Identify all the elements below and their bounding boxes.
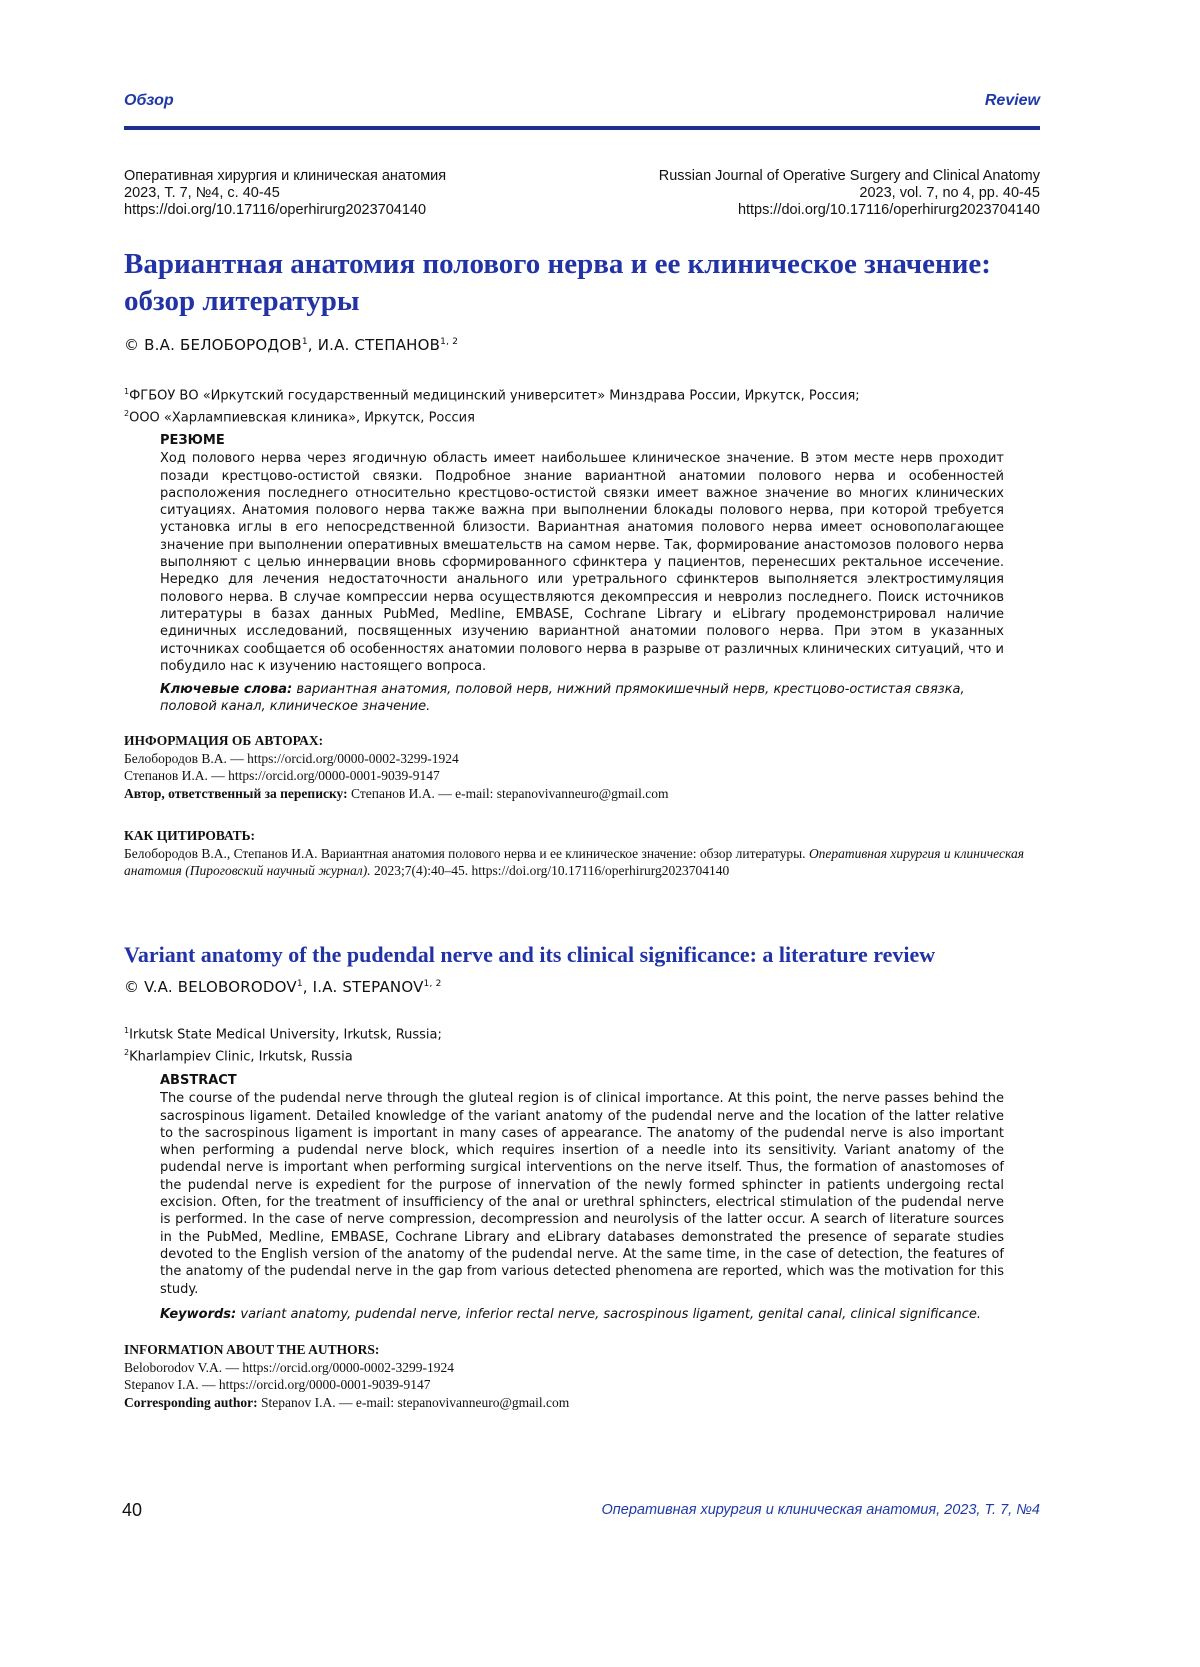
keywords-text-ru: вариантная анатомия, половой нерв, нижний прямокишечный нерв, крестцово-остистая связка, половой канал, клиническое значение. bbox=[160, 682, 965, 715]
footer-journal: Оперативная хирургия и клиническая анатомия, 2023, Т. 7, №4 bbox=[601, 1502, 1040, 1518]
authors-ru bbox=[124, 336, 458, 354]
author2-sup-ru: 1, 2 bbox=[440, 337, 459, 347]
abstract-en bbox=[160, 1072, 1004, 1298]
affil1-sup-en: 1 bbox=[124, 1026, 130, 1035]
author-info-1-en: Beloborodov V.A. — https://orcid.org/0000-0002-3299-1924 bbox=[124, 1359, 454, 1375]
corr-label-ru: Автор, ответственный за переписку: bbox=[124, 785, 348, 801]
author2-en: , I.A. STEPANOV bbox=[302, 978, 424, 996]
keywords-label-ru: Ключевые слова: bbox=[160, 682, 293, 697]
affil1-ru: ФГБОУ ВО «Иркутский государственный медицинский университет» Минздрава России, Иркутск, Россия; bbox=[129, 388, 860, 404]
section-label-en: Review bbox=[984, 92, 1040, 109]
affil1-sup-ru: 1 bbox=[124, 387, 130, 396]
article-title-en: Variant anatomy of the pudendal nerve and its clinical significance: a literature review bbox=[124, 942, 936, 967]
article-title-ru bbox=[124, 246, 1024, 320]
title-ru-line2: обзор литературы bbox=[124, 285, 360, 317]
author-info-ru bbox=[124, 732, 1044, 802]
page-number: 40 bbox=[122, 1500, 143, 1520]
corr-text-ru: Степанов И.А. — e-mail: stepanovivanneuro@gmail.com bbox=[351, 785, 669, 801]
abstract-heading-en: ABSTRACT bbox=[160, 1073, 237, 1088]
cite-text2-ru: 2023;7(4):40–45. https://doi.org/10.17116/operhirurg2023704140 bbox=[373, 863, 730, 878]
affiliations-en bbox=[124, 1022, 442, 1067]
author1-sup-en: 1 bbox=[296, 979, 303, 989]
author-info-heading-ru: ИНФОРМАЦИЯ ОБ АВТОРАХ: bbox=[124, 733, 324, 748]
section-label-ru: Обзор bbox=[124, 92, 174, 109]
citation-ru bbox=[124, 827, 1044, 880]
pub-issue-en: 2023, vol. 7, no 4, pp. 40-45 bbox=[859, 185, 1040, 201]
keywords-label-en: Keywords: bbox=[160, 1307, 237, 1322]
title-ru-line1: Вариантная анатомия полового нерва и ее клиническое значение: bbox=[124, 248, 991, 280]
abstract-heading-ru: РЕЗЮМЕ bbox=[160, 433, 225, 448]
keywords-en bbox=[160, 1306, 1004, 1323]
author-info-2-en: Stepanov I.A. — https://orcid.org/0000-0001-9039-9147 bbox=[124, 1377, 431, 1392]
author-info-en bbox=[124, 1341, 1044, 1411]
header-rule bbox=[124, 126, 1040, 130]
author-info-heading-en: INFORMATION ABOUT THE AUTHORS: bbox=[124, 1342, 380, 1357]
author-info-1-ru: Белобородов В.А. — https://orcid.org/0000-0002-3299-1924 bbox=[124, 750, 459, 766]
abstract-text-en: The course of the pudendal nerve through the gluteal region is of clinical importance. At this point, the nerve passes behind the sacrospinous ligament. Detailed knowledge of the variant anatomy of the pudendal nerve and the location of the latter relative to the sacrospinous ligament is important in many cases of appearance. The anatomy of the pudendal nerve is also important when performing a pudendal nerve block, which requires insertion of a needle into its sensitivity. Variant anatomy of the pudendal nerve is important when performing surgical interventions on the nerve itself. Thus, the formation of anastomoses of the pudendal nerve is expedient for the purpose of innervation of the newly formed sphincter in patients undergoing rectal excision. Often, for the treatment of insufficiency of the anal or urethral sphincters, electrical stimulation of the pudendal nerve is performed. In the case of nerve compression, decompression and neurolysis of the latter occur. A search of literature sources in the PubMed, Medline, EMBASE, Cochrane Library and eLibrary databases demonstrated the presence of separate studies devoted to the English version of the anatomy of the pudendal nerve. At the same time, in the case of detection, the features of the anatomy of the pudendal nerve in the gap from various detected phenomena are reported, which was the motivation for this study. bbox=[160, 1091, 1004, 1297]
author1-sup-ru: 1 bbox=[301, 337, 308, 347]
authors-en bbox=[124, 978, 442, 996]
pub-issue-ru: 2023, Т. 7, №4, с. 40-45 bbox=[124, 185, 280, 201]
author-info-2-ru: Степанов И.А. — https://orcid.org/0000-0001-9039-9147 bbox=[124, 768, 440, 783]
pub-journal-ru: Оперативная хирургия и клиническая анатомия bbox=[124, 168, 447, 184]
keywords-text-en: variant anatomy, pudendal nerve, inferior rectal nerve, sacrospinous ligament, genital canal, clinical significance. bbox=[240, 1307, 981, 1322]
author1-ru: © В.А. БЕЛОБОРОДОВ bbox=[124, 336, 302, 354]
affil2-en: Kharlampiev Clinic, Irkutsk, Russia bbox=[129, 1049, 353, 1065]
pub-doi-ru[interactable]: https://doi.org/10.17116/operhirurg2023704140 bbox=[124, 202, 427, 218]
corr-label-en: Corresponding author: bbox=[124, 1394, 258, 1410]
affil2-sup-ru: 2 bbox=[124, 409, 130, 419]
pub-doi-en[interactable]: https://doi.org/10.17116/operhirurg2023704140 bbox=[737, 202, 1040, 218]
pub-info-en bbox=[659, 168, 1040, 219]
affiliations-ru bbox=[124, 383, 860, 428]
author2-ru: , И.А. СТЕПАНОВ bbox=[307, 336, 441, 354]
abstract-ru bbox=[160, 432, 1004, 675]
affil1-en: Irkutsk State Medical University, Irkutsk, Russia; bbox=[129, 1027, 442, 1043]
cite-heading-ru: КАК ЦИТИРОВАТЬ: bbox=[124, 828, 256, 843]
cite-text1-ru: Белобородов В.А., Степанов И.А. Вариантная анатомия полового нерва и ее клиническое значение: обзор литературы. bbox=[124, 845, 806, 861]
affil2-ru: ООО «Харлампиевская клиника», Иркутск, Россия bbox=[129, 410, 475, 426]
abstract-text-ru: Ход полового нерва через ягодичную область имеет наибольшее клиническое значение. В этом месте нерв проходит позади крестцово-остистой связки. Подробное знание вариантной анатомии полового нерва и особенностей расположения последнего относительно крестцово-остистой связки имеет важное значение во многих клинических ситуациях. Анатомия полового нерва также важна при выполнении блокады полового нерва, при которой требуется установка иглы в его непосредственной близости. Вариантная анатомия полового нерва имеет основополагающее значение при выполнении оперативных вмешательств на самом нерве. Так, формирование анастомозов полового нерва выполняют с целью иннервации вновь сформированного сфинктера у пациентов, перенесших ректальное иссечение. Нередко для лечения недостаточности анального или уретрального сфинктеров выполняется электростимуляция полового нерва. В случае компрессии нерва осуществляются декомпрессия и невролиз последнего. Поиск источников литературы в базах данных PubMed, Medline, EMBASE, Cochrane Library и eLibrary продемонстрировал наличие единичных исследований, посвященных изучению вариантной анатомии полового нерва. При этом в указанных источниках сообщается об особенностях анатомии полового нерва в разрыве от различных клинических ситуаций, что и побудило нас к изучению настоящего вопроса. bbox=[160, 451, 1004, 674]
author1-en: © V.A. BELOBORODOV bbox=[124, 978, 297, 996]
corr-text-en: Stepanov I.A. — e-mail: stepanovivanneuro@gmail.com bbox=[261, 1394, 570, 1410]
pub-info-ru bbox=[124, 168, 446, 219]
pub-journal-en: Russian Journal of Operative Surgery and Clinical Anatomy bbox=[658, 168, 1040, 184]
affil2-sup-en: 2 bbox=[124, 1048, 130, 1058]
author2-sup-en: 1, 2 bbox=[423, 979, 442, 989]
cite-journal-ru: Оперативная хирургия и клиническая анатомия (Пироговский научный журнал). bbox=[124, 845, 1024, 878]
keywords-ru bbox=[160, 681, 1004, 716]
